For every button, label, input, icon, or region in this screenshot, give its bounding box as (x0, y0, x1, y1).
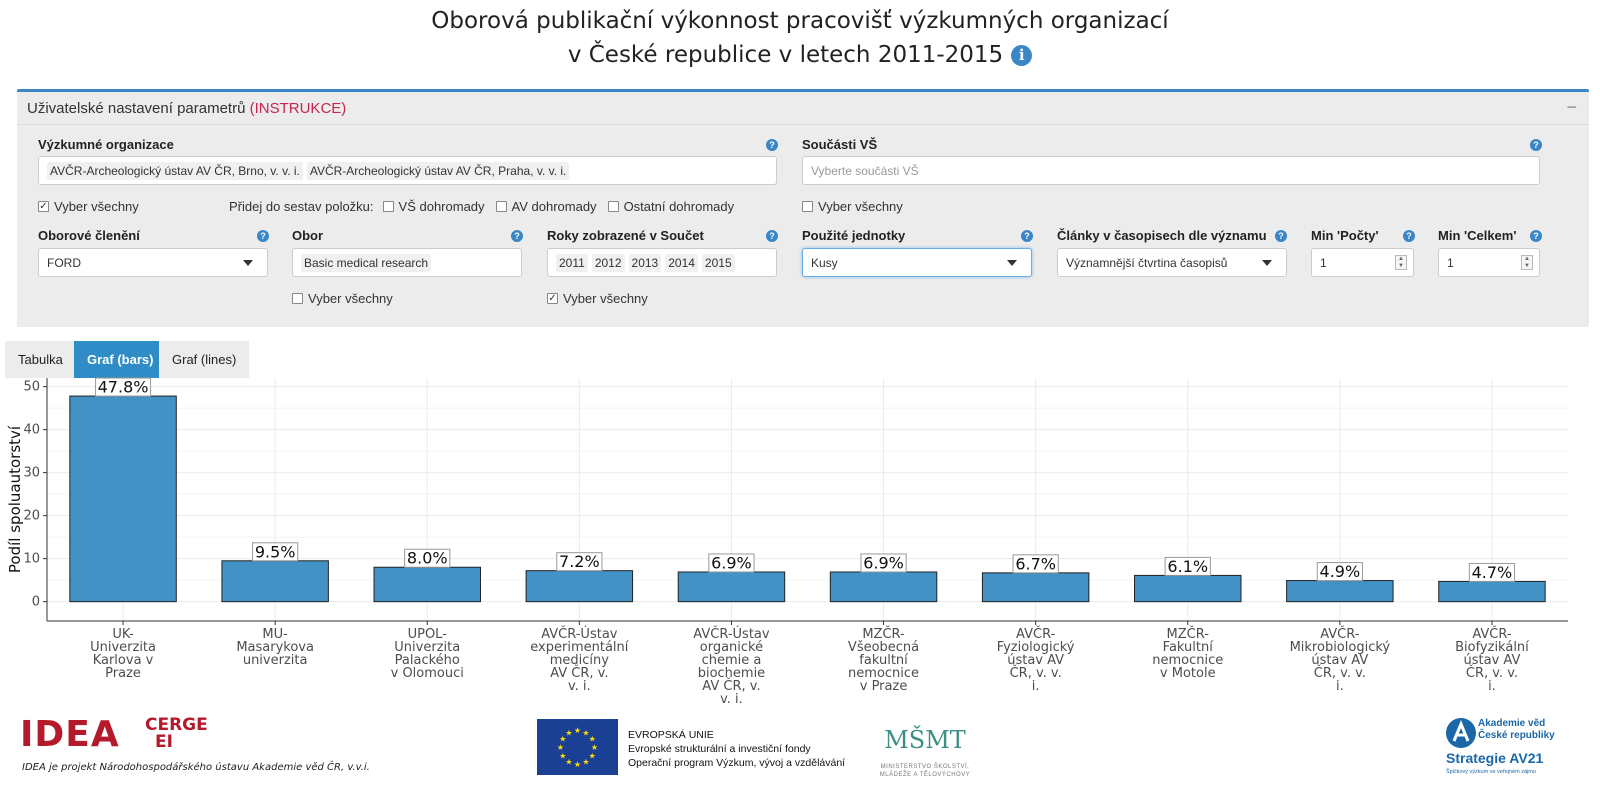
add-items-row (229, 199, 734, 214)
chevron-down-icon (243, 260, 253, 266)
av-name (1478, 718, 1555, 742)
idea-logo-text: IDEA (20, 714, 120, 755)
page-title (0, 0, 1600, 72)
bar (678, 572, 784, 602)
research-orgs-help-icon[interactable]: ? (766, 139, 778, 151)
select-all-label[interactable]: Vyber všechny (818, 199, 903, 214)
checkbox-other-together[interactable] (608, 201, 619, 212)
university-parts-label: Součásti VŠ (802, 137, 878, 152)
year-chip[interactable]: 2013 (629, 254, 662, 272)
y-tick-label: 40 (23, 422, 40, 438)
instructions-link[interactable]: (INSTRUKCE) (249, 100, 347, 117)
data-label: 6.9% (711, 553, 752, 573)
checkbox-icon[interactable] (802, 201, 813, 212)
university-parts-placeholder: Vyberte součásti VŠ (811, 163, 919, 178)
min-counts-help-icon[interactable]: ? (1403, 230, 1415, 242)
eu-star: ★ (559, 751, 567, 761)
select-all-label[interactable]: Vyber všechny (54, 199, 139, 214)
eu-star: ★ (588, 751, 596, 761)
x-tick-label: AVČR-Fyziologický ústav AV ČR, v. v. i. (996, 627, 1075, 694)
data-label: 8.0% (406, 548, 448, 568)
av-subtitle: Špičkový výzkum ve veřejném zájmu (1446, 769, 1536, 775)
bar (374, 567, 480, 601)
years-input[interactable] (547, 248, 777, 277)
min-total-help-icon[interactable]: ? (1530, 230, 1542, 242)
y-tick-label: 50 (23, 379, 40, 395)
field-select-all[interactable] (292, 291, 393, 306)
av-together-label[interactable]: AV dohromady (511, 199, 597, 214)
x-tick-label: MZČR-Fakultní nemocnice v Motole (1152, 627, 1224, 681)
field-input[interactable] (292, 248, 522, 277)
year-chip[interactable]: 2011 (556, 254, 588, 272)
university-parts-input[interactable] (802, 156, 1540, 185)
bar (222, 561, 328, 602)
eu-star: ★ (573, 726, 582, 735)
years-help-icon[interactable]: ? (766, 230, 778, 242)
bar (1439, 581, 1545, 601)
bar (70, 396, 176, 602)
field-label: Obor (292, 228, 324, 243)
units-value: Kusy (811, 255, 838, 270)
selected-org-chip[interactable]: AVČR-Archeologický ústav AV ČR, Praha, v. v. i. (307, 162, 570, 180)
collapse-button[interactable]: − (1566, 97, 1577, 117)
tab-table[interactable]: Tabulka (5, 341, 76, 378)
info-icon[interactable]: i (1011, 45, 1032, 66)
eu-star: ★ (556, 743, 565, 752)
tab-graph-bars[interactable]: Graf (bars) (74, 341, 166, 378)
settings-panel (17, 89, 1589, 327)
year-chip[interactable]: 2015 (702, 254, 735, 272)
x-tick-label: MZČR-Všeobecná fakultní nemocnice v Praze (847, 627, 920, 694)
panel-header (17, 92, 1589, 125)
research-orgs-label: Výzkumné organizace (38, 137, 174, 152)
x-tick-label: AVČR-Ústav experimentální medicíny AV ČR, v. v. i. (530, 627, 629, 694)
bar (1287, 581, 1393, 602)
eu-line-1: EVROPSKÁ UNIE (628, 729, 714, 741)
eu-line-3: Operační program Výzkum, vývoj a vzdělávání (628, 757, 846, 769)
field-classification-value: FORD (47, 255, 81, 270)
selected-field-chip[interactable]: Basic medical research (301, 254, 431, 272)
min-total-input[interactable] (1438, 248, 1540, 277)
select-all-label[interactable]: Vyber všechny (563, 291, 648, 306)
bar (982, 573, 1088, 602)
x-tick-label: AVČR-Biofyzikální ústav AV ČR, v. v. i. (1455, 627, 1529, 694)
field-help-icon[interactable]: ? (511, 230, 523, 242)
eu-line-2: Evropské strukturální a investiční fondy (628, 743, 811, 755)
eu-star: ★ (588, 734, 596, 744)
msmt-logo (870, 718, 980, 779)
title-line-1: Oborová publikační výkonnost pracovišť výzkumných organizací (431, 8, 1169, 34)
msmt-line-2: MLÁDEŽE A TĚLOVÝCHOVY (879, 772, 971, 778)
y-tick-label: 20 (23, 508, 40, 524)
data-label: 4.7% (1471, 562, 1513, 582)
y-axis-title: Podíl spoluautorství (6, 425, 24, 574)
bar (830, 572, 936, 602)
ei-text: EI (155, 732, 173, 752)
panel-title: Uživatelské nastavení parametrů (27, 100, 246, 117)
field-classification-select[interactable] (38, 248, 268, 277)
y-tick-label: 10 (23, 551, 40, 567)
av-emblem-icon (1444, 716, 1478, 750)
checkbox-icon[interactable]: ✓ (39, 201, 48, 212)
min-counts-label: Min 'Počty' (1311, 228, 1379, 243)
bar-chart-svg (0, 377, 1568, 707)
years-select-all[interactable] (547, 291, 648, 306)
eu-star: ★ (582, 728, 590, 738)
units-label: Použité jednotky (802, 228, 906, 243)
eu-funding-text (628, 728, 845, 770)
min-total-value: 1 (1447, 255, 1454, 270)
data-label: 6.1% (1167, 556, 1209, 576)
selected-org-chip[interactable]: AVČR-Archeologický ústav AV ČR, Brno, v. v. i. (47, 162, 303, 180)
bar (1135, 575, 1241, 601)
cerge-ei-logo (145, 717, 208, 751)
checkbox-vs-together[interactable] (383, 201, 394, 212)
articles-value: Významnější čtvrtina časopisů (1066, 255, 1228, 270)
year-chip[interactable]: 2014 (665, 254, 698, 272)
eu-flag-logo (537, 719, 618, 775)
university-parts-help-icon[interactable]: ? (1530, 139, 1542, 151)
msmt-letters: MŠMT (884, 726, 966, 754)
year-chip[interactable]: 2012 (592, 254, 625, 272)
title-line-2-text: v České republice v letech 2011-2015 (567, 42, 1004, 68)
av-strategy: Strategie AV21 (1446, 750, 1544, 766)
research-orgs-select-all[interactable] (38, 199, 139, 214)
articles-help-icon[interactable]: ? (1275, 230, 1287, 242)
add-items-label: Přidej do sestav položku: (229, 199, 374, 214)
other-together-label[interactable]: Ostatní dohromady (623, 199, 735, 214)
data-label: 6.7% (1015, 554, 1056, 574)
y-tick-label: 30 (23, 465, 40, 481)
data-label: 7.2% (559, 552, 600, 572)
articles-select[interactable] (1057, 248, 1287, 277)
checkbox-av-together[interactable] (496, 201, 507, 212)
years-label: Roky zobrazené v Součet (547, 228, 704, 243)
chevron-down-icon (1007, 260, 1017, 266)
articles-label: Články v časopisech dle významu (1057, 228, 1267, 243)
number-spinner-icon[interactable]: ▲ ▼ (1521, 255, 1533, 270)
field-classification-label: Oborové členění (38, 228, 140, 243)
number-spinner-icon[interactable]: ▲ ▼ (1395, 255, 1407, 270)
data-label: 9.5% (254, 542, 296, 562)
eu-star: ★ (559, 734, 567, 744)
eu-star: ★ (565, 757, 573, 767)
msmt-line-1: MINISTERSTVO ŠKOLSTVÍ, (880, 764, 970, 770)
idea-caption: IDEA je projekt Národohospodářského ústavu Akademie věd ČR, v.v.i. (22, 762, 370, 773)
tab-graph-lines[interactable]: Graf (lines) (159, 341, 249, 378)
y-tick-label: 0 (31, 594, 40, 610)
select-all-label[interactable]: Vyber všechny (308, 291, 393, 306)
data-label: 47.8% (97, 377, 149, 397)
research-orgs-input[interactable] (38, 156, 777, 185)
eu-star: ★ (565, 728, 573, 738)
eu-star: ★ (590, 743, 599, 752)
x-tick-label: AVČR-Ústav organické chemie a biochemie AV ČR, v. v. i. (693, 627, 770, 707)
data-label: 4.9% (1319, 562, 1361, 582)
eu-star: ★ (582, 757, 590, 767)
vs-together-label[interactable]: VŠ dohromady (398, 199, 485, 214)
title-line-2 (0, 38, 1600, 72)
x-tick-label: UK-Univerzita Karlova v Praze (90, 627, 157, 681)
x-tick-label: MU-Masarykova univerzita (236, 627, 314, 668)
min-counts-value: 1 (1320, 255, 1327, 270)
data-label: 6.9% (863, 553, 904, 573)
av-name-line-1: Akademie věd (1478, 718, 1546, 729)
min-counts-input[interactable] (1311, 248, 1414, 277)
eu-stars-icon (537, 719, 618, 775)
min-total-label: Min 'Celkem' (1438, 228, 1517, 243)
x-tick-label: AVČR-Mikrobiologický ústav AV ČR, v. v. i. (1289, 627, 1391, 694)
field-classification-help-icon[interactable]: ? (257, 230, 269, 242)
idea-logo (20, 714, 120, 755)
msmt-mark-icon (884, 718, 966, 758)
units-help-icon[interactable]: ? (1021, 230, 1033, 242)
university-parts-select-all[interactable] (802, 199, 903, 214)
eu-star: ★ (573, 760, 582, 769)
checkbox-icon[interactable] (292, 293, 303, 304)
cerge-text: CERGE (145, 715, 208, 735)
av-name-line-2: České republiky (1478, 730, 1555, 741)
chevron-down-icon (1262, 260, 1272, 266)
x-tick-label: UPOL-Univerzita Palackého v Olomouci (390, 627, 464, 681)
checkbox-icon[interactable]: ✓ (548, 293, 557, 304)
bar (526, 571, 632, 602)
bar-chart (0, 377, 1568, 707)
units-select[interactable] (802, 248, 1032, 277)
